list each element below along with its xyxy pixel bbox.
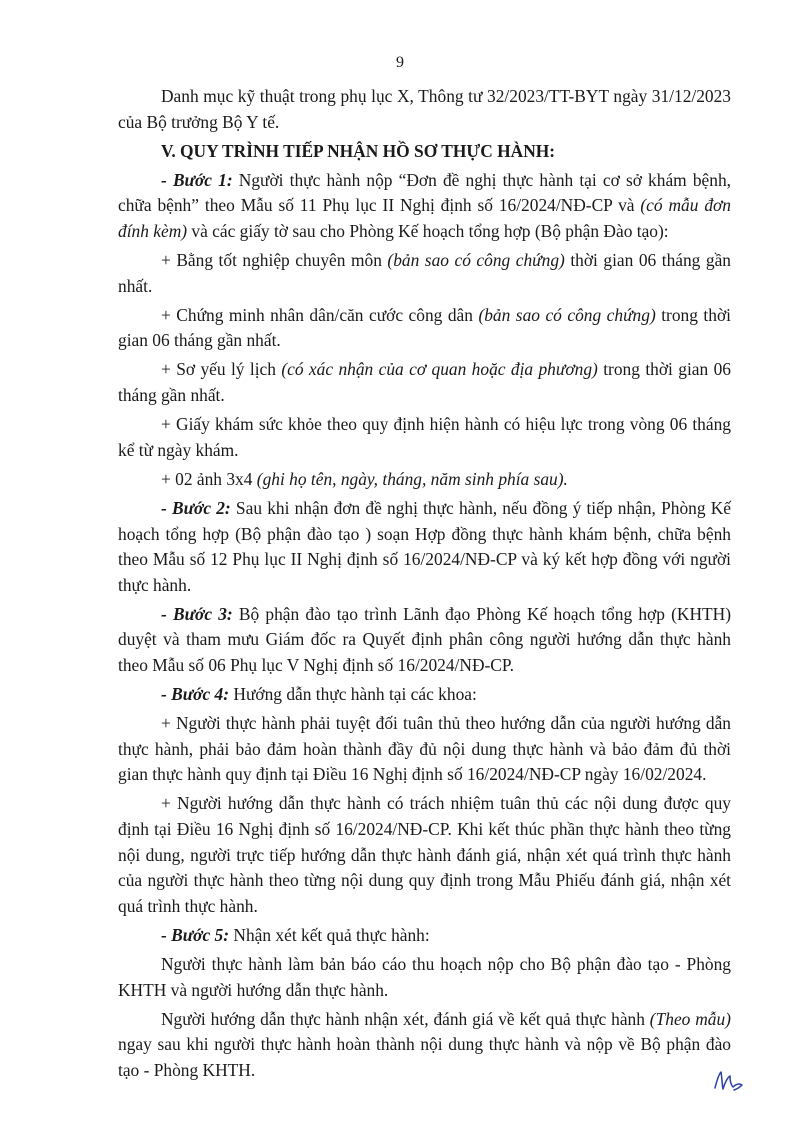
step-4-label: - Bước 4:: [161, 684, 230, 705]
list-item: + Người hướng dẫn thực hành có trách nhiệm tuân thủ các nội dung được quy định tại Điều 16 Nghị định số 16/2024/NĐ-CP. Khi kết thúc phần thực hành theo từng nội dung, người trực tiếp hướng dẫn thực hành đánh giá, nhận xét quá trình thực hành của người thực hành theo từng nội dung quy định trong Mẫu Phiếu đánh giá, nhận xét quá trình thực hành.: [118, 793, 731, 916]
list-item: + Bằng tốt nghiệp chuyên môn (bản sao có công chứng) thời gian 06 tháng gần nhất.: [118, 250, 732, 296]
body-paragraph: Người hướng dẫn thực hành nhận xét, đánh giá về kết quả thực hành (Theo mẫu) ngay sau khi người thực hành hoàn thành nội dung thực hành và nộp về Bộ phận đào tạo - Phòng KHTH.: [118, 1008, 731, 1080]
section-heading: V. QUY TRÌNH TIẾP NHẬN HỒ SƠ THỰC HÀNH:: [161, 140, 556, 161]
intro-paragraph: Danh mục kỹ thuật trong phụ lục X, Thông tư 32/2023/TT-BYT ngày 31/12/2023 của Bộ trưởng Bộ Y tế.: [118, 86, 731, 132]
document-body: [118, 84, 731, 1087]
step-4-paragraph: - Bước 4: Hướng dẫn thực hành tại các khoa:: [161, 684, 477, 705]
initials-signature: [712, 1068, 748, 1094]
list-item: + Sơ yếu lý lịch (có xác nhận của cơ quan hoặc địa phương) trong thời gian 06 tháng gần nhất.: [118, 359, 731, 406]
list-item: + 02 ảnh 3x4 (ghi họ tên, ngày, tháng, năm sinh phía sau).: [161, 468, 568, 489]
body-paragraph: Người thực hành làm bản báo cáo thu hoạch nộp cho Bộ phận đào tạo - Phòng KHTH và người hướng dẫn thực hành.: [118, 954, 731, 1000]
list-item: + Người thực hành phải tuyệt đối tuân thủ theo hướng dẫn của người hướng dẫn thực hành, phải bảo đảm hoàn thành đầy đủ nội dung thực hành và bảo đảm đủ thời gian thực hành quy định tại Điều 16 Nghị định số 16/2024/NĐ-CP ngày 16/02/2024.: [118, 713, 731, 785]
page-number: 9: [396, 54, 404, 71]
step-5-label: - Bước 5:: [161, 924, 230, 945]
step-2-label: - Bước 2:: [161, 497, 231, 518]
step-3-label: - Bước 3:: [161, 603, 233, 624]
step-2-paragraph: - Bước 2: Sau khi nhận đơn đề nghị thực hành, nếu đồng ý tiếp nhận, Phòng Kế hoạch tổng hợp (Bộ phận đào tạo ) soạn Hợp đồng thực hành khám bệnh, chữa bệnh theo Mẫu số 12 Phụ lục II Nghị định số 16/2024/NĐ-CP và ký kết hợp đồng với người thực hành.: [118, 497, 731, 595]
list-item: + Chứng minh nhân dân/căn cước công dân (bản sao có công chứng) trong thời gian 06 tháng gần nhất.: [118, 304, 731, 351]
step-1-paragraph: - Bước 1: Người thực hành nộp “Đơn đề nghị thực hành tại cơ sở khám bệnh, chữa bệnh” theo Mẫu số 11 Phụ lục II Nghị định số 16/2024/NĐ-CP và (có mẫu đơn đính kèm) và các giấy tờ sau cho Phòng Kế hoạch tổng hợp (Bộ phận Đào tạo):: [118, 169, 731, 241]
step-3-paragraph: - Bước 3: Bộ phận đào tạo trình Lãnh đạo Phòng Kế hoạch tổng hợp (KHTH) duyệt và tham mưu Giám đốc ra Quyết định phân công người hướng dẫn thực hành theo Mẫu số 06 Phụ lục V Nghị định số 16/2024/NĐ-CP.: [118, 603, 731, 675]
step-5-paragraph: - Bước 5: Nhận xét kết quả thực hành:: [161, 924, 430, 945]
step-1-label: - Bước 1:: [161, 169, 233, 190]
list-item: + Giấy khám sức khỏe theo quy định hiện hành có hiệu lực trong vòng 06 tháng kể từ ngày khám.: [118, 414, 731, 460]
